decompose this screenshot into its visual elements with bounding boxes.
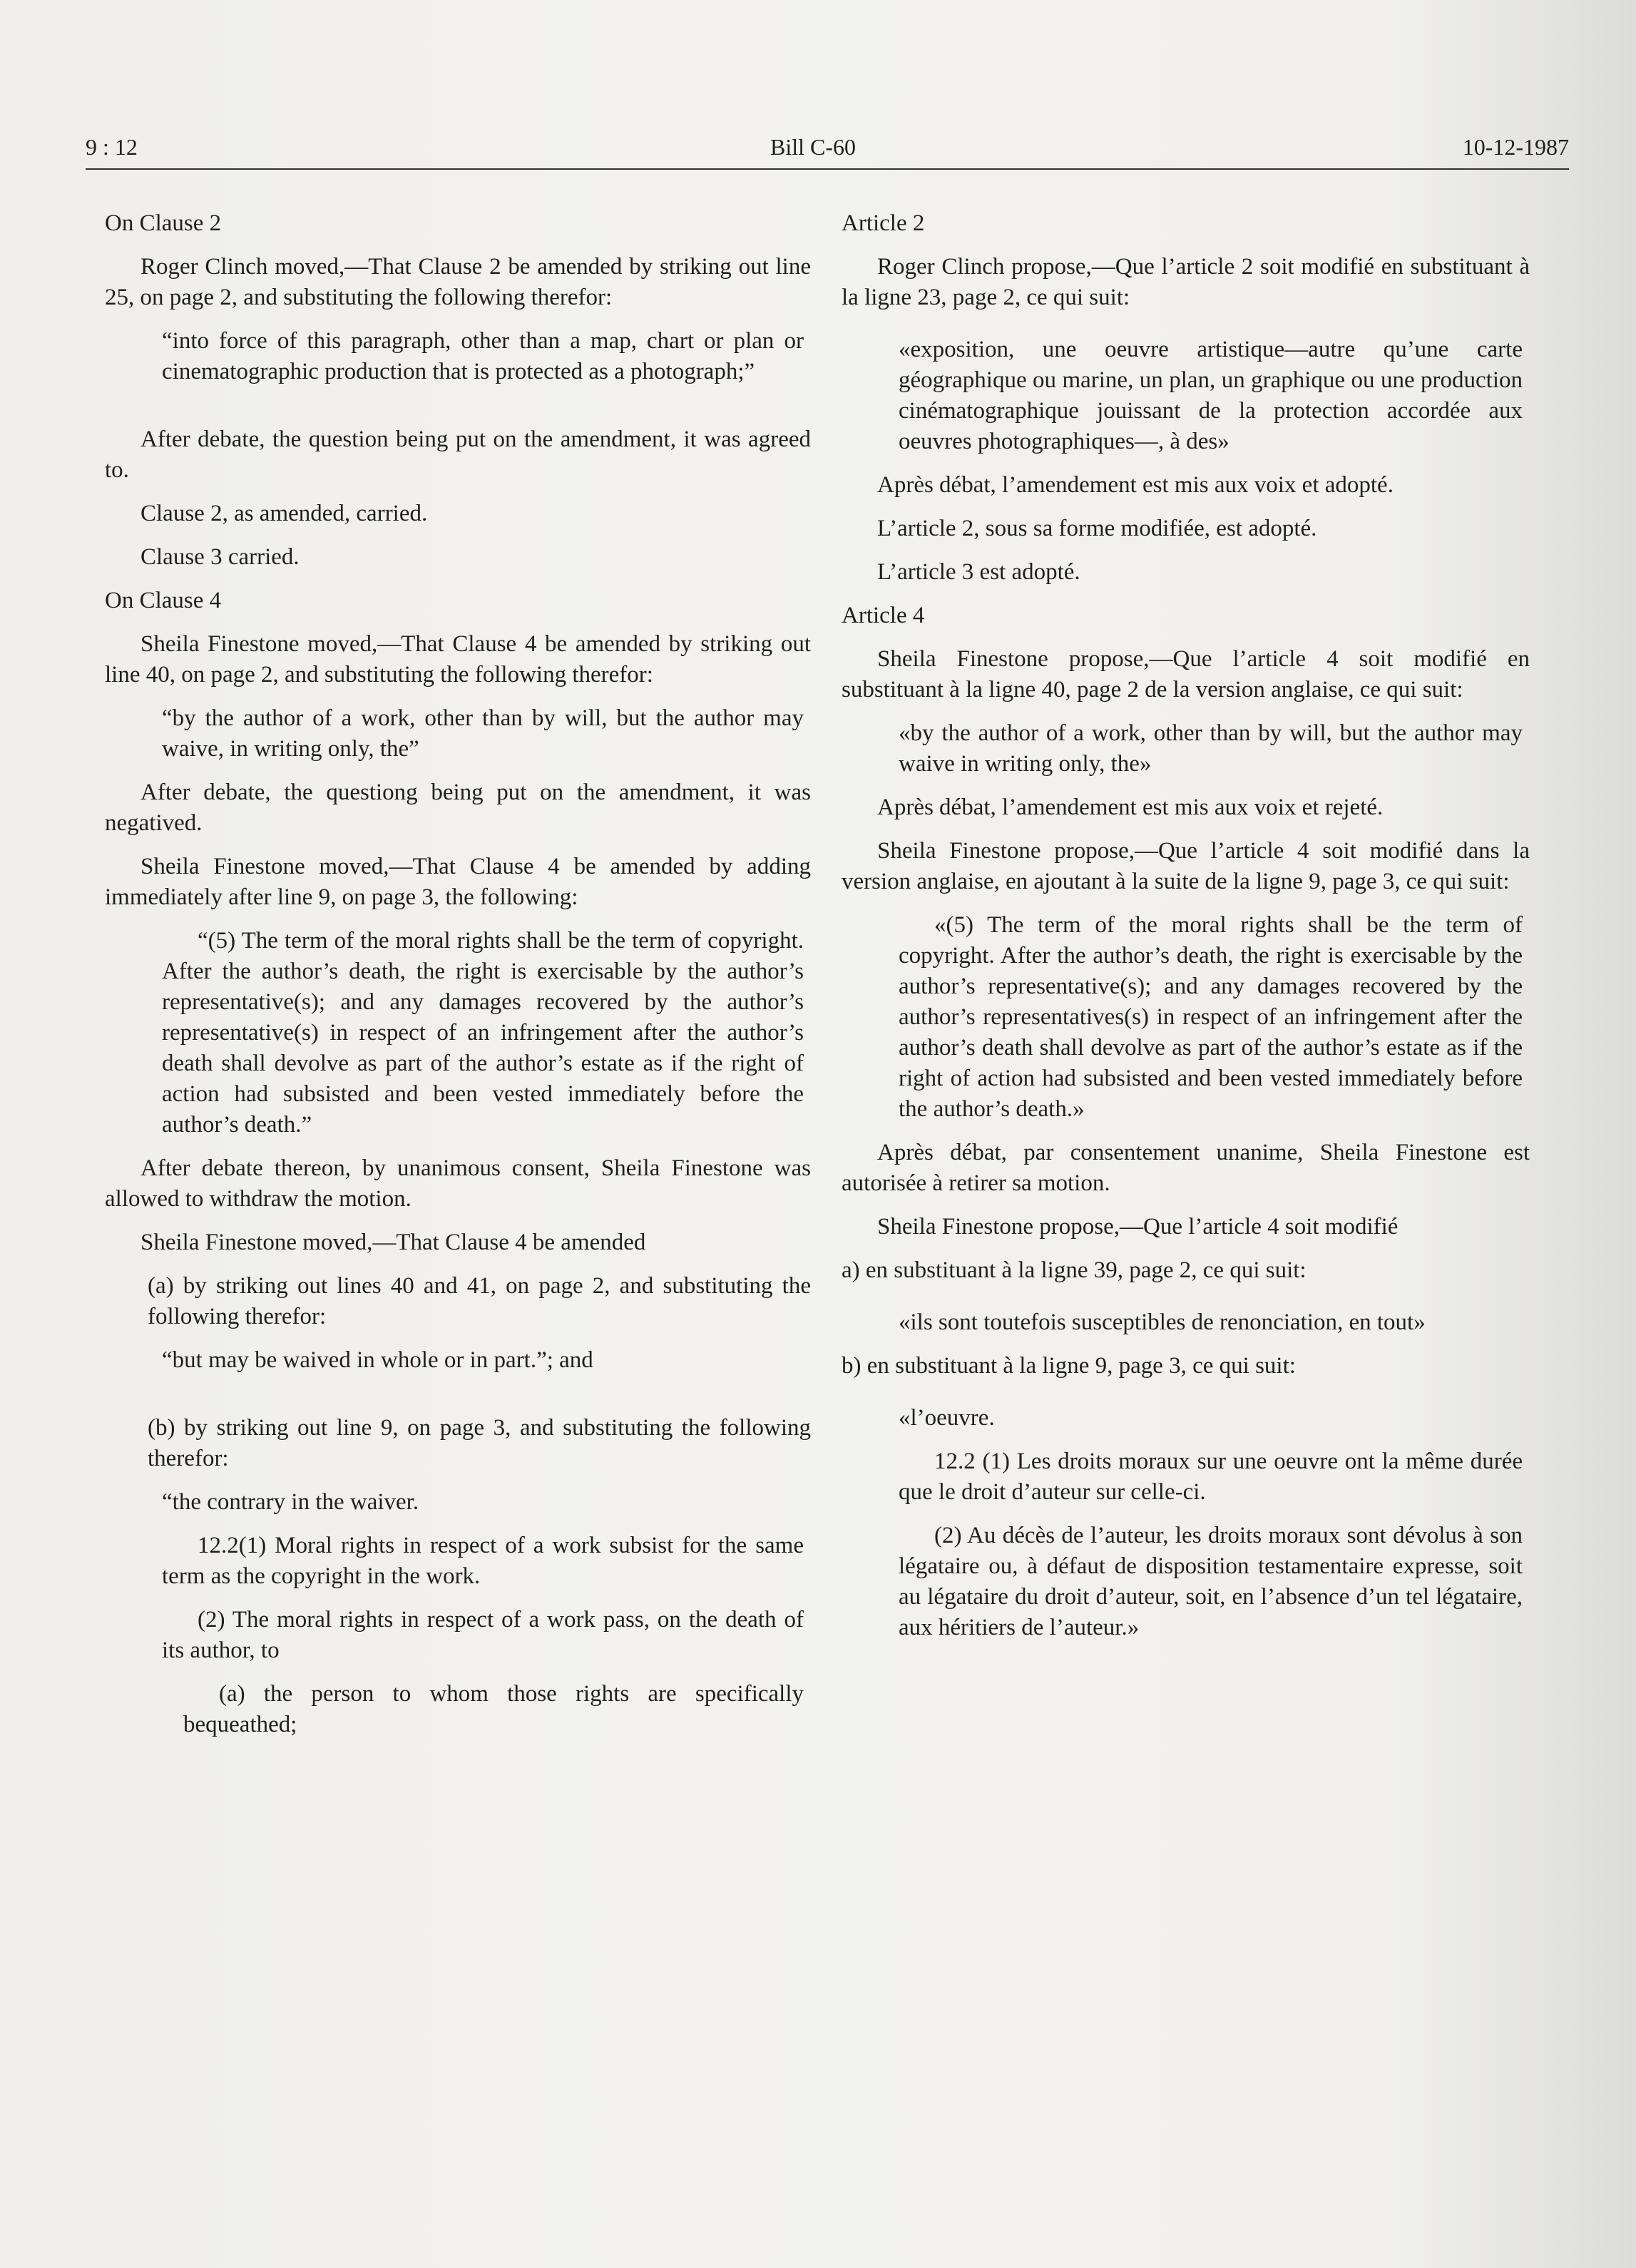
article2-heading: Article 2 (842, 210, 925, 236)
withdraw-motion-fr: Après débat, par consentement unanime, Sheila Finestone est autorisée à retirer sa motion. (842, 1140, 1530, 1196)
header-date: 10-12-1987 (1462, 134, 1569, 160)
part-b-fr: b) en substituant à la ligne 9, page 3, ce qui suit: (842, 1353, 1296, 1379)
section-12-2-1: 12.2(1) Moral rights in respect of a work subsist for the same term as the copyright in the work. (162, 1533, 804, 1589)
article4-heading: Article 4 (842, 603, 925, 628)
finestone-quote-1: “by the author of a work, other than by will, but the author may waive, in writing only, the” (162, 705, 804, 762)
finestone-motion-1: Sheila Finestone moved,—That Clause 4 be amended by striking out line 40, on page 2, and substituting the following therefor: (105, 631, 811, 688)
finestone-quote-2-fr: «(5) The term of the moral rights shall be the term of copyright. After the author’s death, the right is exercisable by the author’s representative(s); and any damages recovered by the author’s representatives(s) in respect of an infringement after the author’s death shall devolve as part of the author’s estate as if the right of action had subsisted and been vested immediately before the author’s death.» (899, 912, 1523, 1122)
page-reference: 9 : 12 (86, 134, 138, 160)
quote-b-fr: «l’oeuvre. (899, 1405, 995, 1431)
article2-adopted: L’article 2, sous sa forme modifiée, est adopté. (877, 516, 1317, 541)
finestone-motion-2: Sheila Finestone moved,—That Clause 4 be amended by adding immediately after line 9, on page 3, the following: (105, 854, 811, 910)
english-column (105, 208, 811, 1753)
debate-rejected-fr: Après débat, l’amendement est mis aux voix et rejeté. (877, 795, 1384, 820)
clause3-carried: Clause 3 carried. (140, 544, 300, 570)
quote-a-fr: «ils sont toutefois susceptibles de renonciation, en tout» (899, 1309, 1426, 1335)
french-column (842, 208, 1530, 1656)
debate-negatived: After debate, the questiong being put on the amendment, it was negatived. (105, 780, 811, 836)
section-12-2-2-a: (a) the person to whom those rights are specifically bequeathed; (183, 1681, 804, 1737)
finestone-quote-2: “(5) The term of the moral rights shall be the term of copyright. After the author’s death, the right is exercisable by the author’s representative(s); and any damages recovered by the author’s representative(s) in respect of an infringement after the author’s death shall devolve as part of the author’s estate as if the right of action had subsisted and been vested immediately before the author’s death.” (162, 928, 804, 1138)
page-header (86, 134, 1569, 170)
article3-adopted: L’article 3 est adopté. (877, 559, 1080, 585)
section-12-2-2-fr: (2) Au décès de l’auteur, les droits moraux sont dévolus à son légataire ou, à défaut de disposition testamentaire expresse, soit au légataire du droit d’auteur, soit, en l’absence d’un tel légataire, aux héritiers de l’auteur.» (899, 1523, 1523, 1640)
clause2-carried: Clause 2, as amended, carried. (140, 501, 428, 526)
withdraw-motion: After debate thereon, by unanimous consent, Sheila Finestone was allowed to withdraw the motion. (105, 1155, 811, 1212)
bill-title: Bill C-60 (770, 134, 857, 160)
clause2-heading: On Clause 2 (105, 210, 222, 236)
clinch-motion-fr: Roger Clinch propose,—Que l’article 2 soit modifié en substituant à la ligne 23, page 2, ce qui suit: (842, 254, 1530, 310)
finestone-motion-3-fr: Sheila Finestone propose,—Que l’article 4 soit modifié (877, 1214, 1399, 1240)
clinch-quote: “into force of this paragraph, other than a map, chart or plan or cinematographic production that is protected as a photograph;” (162, 328, 804, 384)
part-a-fr: a) en substituant à la ligne 39, page 2, ce qui suit: (842, 1257, 1307, 1283)
finestone-motion-2-fr: Sheila Finestone propose,—Que l’article 4 soit modifié dans la version anglaise, en ajoutant à la suite de la ligne 9, page 3, ce qui suit: (842, 838, 1530, 894)
clause4-heading: On Clause 4 (105, 588, 222, 613)
section-12-2-2: (2) The moral rights in respect of a work pass, on the death of its author, to (162, 1607, 804, 1663)
part-a: (a) by striking out lines 40 and 41, on page 2, and substituting the following therefor: (148, 1273, 811, 1329)
quote-a: “but may be waived in whole or in part.”; and (162, 1347, 593, 1373)
header-rule (86, 168, 1569, 170)
finestone-motion-3: Sheila Finestone moved,—That Clause 4 be amended (140, 1230, 646, 1255)
quote-b: “the contrary in the waiver. (162, 1489, 419, 1515)
clinch-motion: Roger Clinch moved,—That Clause 2 be amended by striking out line 25, on page 2, and substituting the following therefor: (105, 254, 811, 310)
finestone-quote-1-fr: «by the author of a work, other than by will, but the author may waive in writing only, the» (899, 720, 1523, 777)
part-b: (b) by striking out line 9, on page 3, and substituting the following therefor: (148, 1415, 811, 1471)
clinch-quote-fr: «exposition, une oeuvre artistique—autre qu’une carte géographique ou marine, un plan, un graphique ou une production cinématographique jouissant de la protection accordée aux oeuvres photographiques—, à des» (899, 337, 1523, 454)
debate-adopted-fr: Après débat, l’amendement est mis aux voix et adopté. (877, 472, 1394, 498)
debate-agreed: After debate, the question being put on the amendment, it was agreed to. (105, 426, 811, 483)
finestone-motion-1-fr: Sheila Finestone propose,—Que l’article 4 soit modifié en substituant à la ligne 40, page 2 de la version anglaise, ce qui suit: (842, 646, 1530, 703)
section-12-2-1-fr: 12.2 (1) Les droits moraux sur une oeuvre ont la même durée que le droit d’auteur sur celle-ci. (899, 1449, 1523, 1505)
